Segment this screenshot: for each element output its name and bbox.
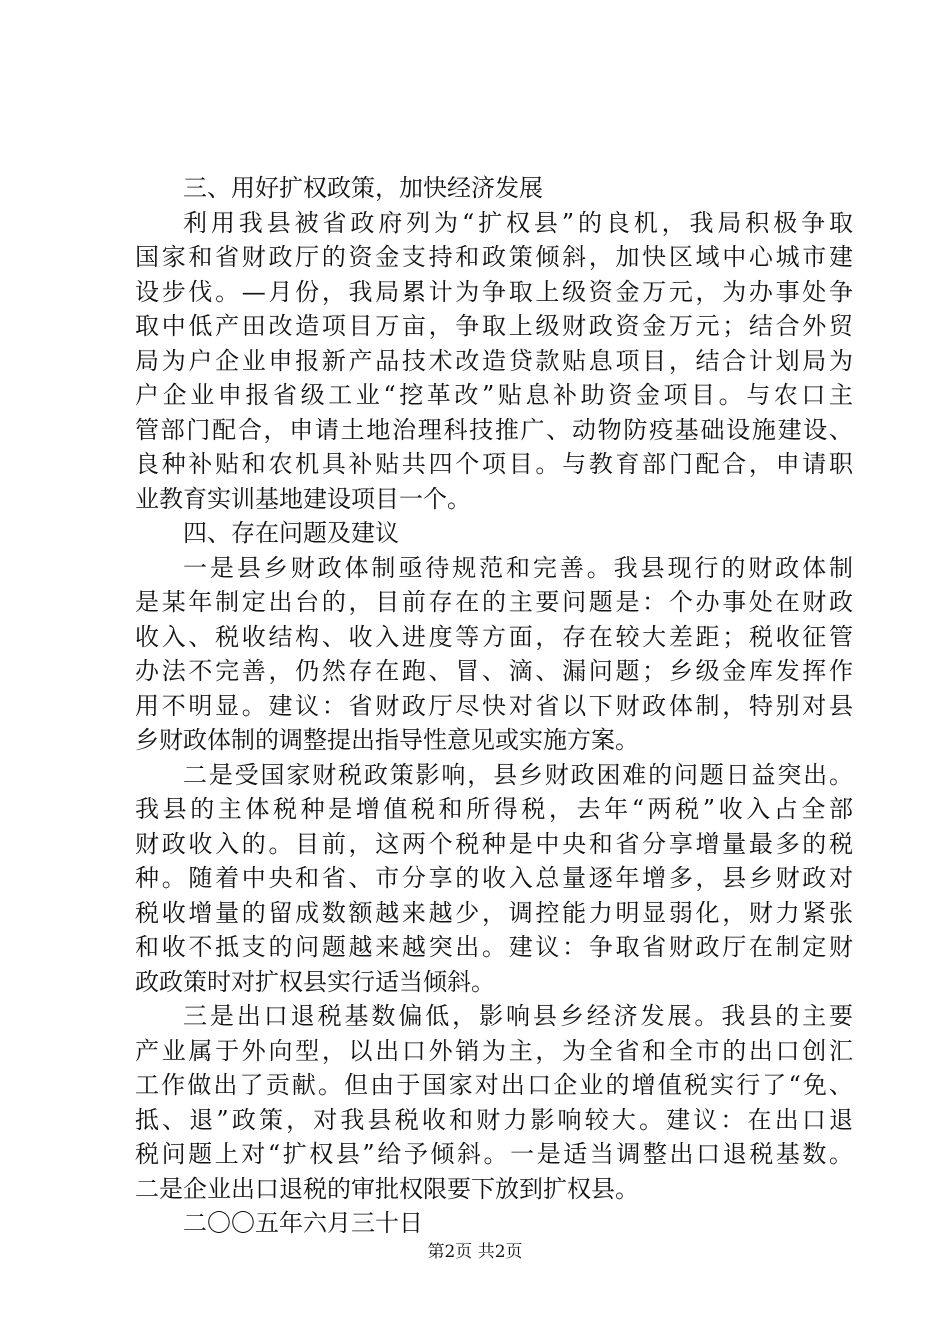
text-line: 二是企业出口退税的审批权限要下放到扩权县。 xyxy=(135,1174,639,1203)
text-line: 业教育实训基地建设项目一个。 xyxy=(135,484,471,513)
text-line: 税问题上对“扩权县”给予倾斜。一是适当调整出口退税基数。 xyxy=(135,1140,853,1168)
page-footer xyxy=(0,1240,950,1264)
text-line: 种。随着中央和省、市分享的收入总量逐年增多，县乡财政对 xyxy=(135,864,853,892)
text-line: 是某年制定出台的，目前存在的主要问题是：个办事处在财政 xyxy=(135,588,853,616)
page-number: 第2页 共2页 xyxy=(427,1242,523,1262)
text-line: 二是受国家财税政策影响，县乡财政困难的问题日益突出。 xyxy=(183,760,853,789)
text-line: 和收不抵支的问题越来越突出。建议：争取省财政厅在制定财 xyxy=(135,933,853,961)
text-line: 三是出口退税基数偏低，影响县乡经济发展。我县的主要 xyxy=(183,1002,853,1030)
text-line: 户企业申报省级工业“挖革改”贴息补助资金项目。与农口主 xyxy=(135,381,853,409)
text-line: 用不明显。建议：省财政厅尽快对省以下财政体制，特别对县 xyxy=(135,691,853,720)
text-line: 产业属于外向型，以出口外销为主，为全省和全市的出口创汇 xyxy=(135,1036,853,1065)
text-line: 一是县乡财政体制亟待规范和完善。我县现行的财政体制 xyxy=(183,553,853,582)
text-line: 我县的主体税种是增值税和所得税，去年“两税”收入占全部 xyxy=(135,795,853,823)
text-line: 财政收入的。目前，这两个税种是中央和省分享增量最多的税 xyxy=(135,829,853,858)
text-line: 乡财政体制的调整提出指导性意见或实施方案。 xyxy=(135,726,639,754)
text-line: 办法不完善，仍然存在跑、冒、滴、漏问题；乡级金库发挥作 xyxy=(135,657,853,685)
text-line: 政政策时对扩权县实行适当倾斜。 xyxy=(135,967,495,996)
text-line: 税收增量的留成数额越来越少，调控能力明显弱化，财力紧张 xyxy=(135,898,853,927)
text-line: 三、用好扩权政策，加快经济发展 xyxy=(183,174,543,202)
text-line: 抵、退”政策，对我县税收和财力影响较大。建议：在出口退 xyxy=(135,1105,853,1134)
text-line: 设步伐。—月份，我局累计为争取上级资金万元，为办事处争 xyxy=(135,277,853,306)
text-line: 利用我县被省政府列为“扩权县”的良机，我局积极争取 xyxy=(183,208,853,237)
document-body xyxy=(135,171,853,1241)
text-line: 四、存在问题及建议 xyxy=(183,519,399,547)
text-line: 取中低产田改造项目万亩，争取上级财政资金万元；结合外贸 xyxy=(135,312,853,340)
text-line: 二〇〇五年六月三十日 xyxy=(183,1209,423,1237)
text-line: 收入、税收结构、收入进度等方面，存在较大差距；税收征管 xyxy=(135,622,853,651)
text-line: 管部门配合，申请土地治理科技推广、动物防疫基础设施建设、 xyxy=(135,415,853,444)
text-line: 国家和省财政厅的资金支持和政策倾斜，加快区域中心城市建 xyxy=(135,243,853,271)
text-line: 工作做出了贡献。但由于国家对出口企业的增值税实行了“免、 xyxy=(135,1071,853,1099)
text-line: 良种补贴和农机具补贴共四个项目。与教育部门配合，申请职 xyxy=(135,450,853,478)
text-line: 局为户企业申报新产品技术改造贷款贴息项目，结合计划局为 xyxy=(135,346,853,375)
